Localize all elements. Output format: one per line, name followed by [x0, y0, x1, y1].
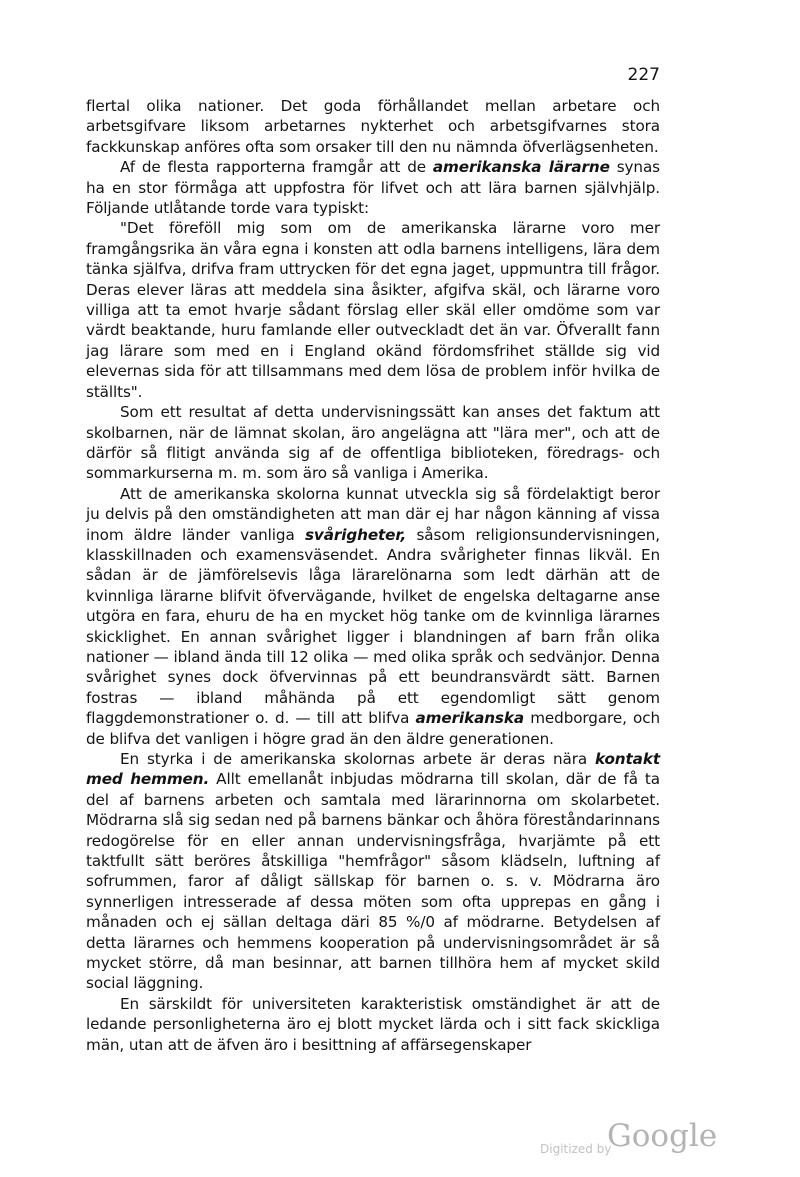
text-segment: Att de amerikanska skolorna kunnat utveckla sig så fördelaktigt beror ju delvis på den omständigheten att man där ej har någon känning af vissa inom äldre länder vanliga	[86, 484, 660, 544]
text-segment: Som ett resultat af detta undervisningssätt kan anses det faktum att skolbarnen, när de lämnat skolan, äro angelägna att "lära mer", och att de därför så flitigt använda sig af de offentliga biblioteken, föredrags- och sommarkurserna m. m. som äro så vanliga i Amerika.	[86, 403, 660, 483]
text-segment: såsom religionsundervisningen, klasskillnaden och examensväsendet. Andra svårigheter finnas likväl. En sådan är de jämförelsevis låga lärarelönarna som ledt därhän att de kvinnliga lärarne blifvit öfvervägande, hvilket de engelska deltagarne anse utgöra en fara, ehuru de ha en mycket hög tanke om de kvinnliga lärarnes skicklighet. En annan svårighet ligger i blandningen af barn från olika nationer — ibland ända till 12 olika — med olika språk och sedvänjor. Denna svårighet synes dock öfvervinnas på ett beundransvärdt sätt. Barnen fostras — ibland måhända på ett egendomligt sätt genom flaggdemonstrationer o. d. — till att blifva	[86, 525, 660, 728]
text-segment: medborgare, och de blifva det vanligen i högre grad än den äldre generationen.	[86, 709, 660, 748]
text-segment: En särskildt för universiteten karakteristisk omständighet är att de ledande personligheterna äro ej blott mycket lärda och i sitt fack skickliga män, utan att de äfven äro i besittning af affärsegenskaper	[86, 994, 660, 1054]
paragraph	[86, 749, 660, 994]
google-logo: Google	[607, 1118, 718, 1154]
text-segment: En styrka i de amerikanska skolornas arbete är deras nära	[120, 750, 596, 768]
text-segment: Af de flesta rapporterna framgår att de	[120, 158, 433, 177]
emphasized-text: amerikanska	[415, 709, 525, 728]
paragraph	[86, 218, 660, 402]
text-segment: flertal olika nationer. Det goda förhållandet mellan arbetare och arbetsgifvare liksom arbetarnes nykterhet och arbetsgifvarnes stora fackkunskap anföres ofta som orsaker till den nu nämnda öfverlägsenheten.	[86, 97, 660, 156]
emphasized-text: kontakt med hemmen.	[86, 750, 660, 789]
watermark-prefix: Digitized by	[540, 1142, 612, 1156]
emphasized-text: amerikanska lärarne	[432, 158, 610, 177]
emphasized-text: svårigheter,	[304, 525, 407, 544]
text-segment: synas ha en stor förmåga att uppfostra för lifvet och att lära barnen självhjälp. Följande utlåtande torde vara typiskt:	[86, 158, 660, 218]
paragraph	[86, 402, 660, 484]
document-page	[86, 60, 660, 1055]
page-number: 227	[627, 65, 660, 85]
text-segment: "Det föreföll mig som om de amerikanska lärarne voro mer framgångsrika än våra egna i konsten att odla barnens intelligens, lära dem tänka själfva, drifva fram uttrycken för det egna jaget, uppmuntra till frågor. Deras elever läras att meddela sina åsikter, afgifva skäl, och lärarne voro villiga att ta emot hvarje sådant förslag eller skäl eller omdöme som var värdt beaktande, huru famlande eller outveckladt det än var. Öfverallt fann jag lärare som med en i England okänd fördomsfrihet ställde sig vid elevernas sida för att tillsammans med dem lösa de problem inför hvilka de ställts".	[86, 219, 660, 401]
paragraph	[86, 96, 660, 157]
paragraph	[86, 994, 660, 1055]
text-segment: Allt emellanåt inbjudas mödrarna till skolan, där de få ta del af barnens arbeten och samtala med lärarinnorna om skolarbetet. Mödrarna slå sig sedan ned på barnens bänkar och åhöra föreståndarinnans redogörelse för en eller annan undervisningsfråga, hvarjämte på ett taktfullt sätt beröres åtskilliga "hemfrågor" såsom klädseln, luftning af sofrummen, faror af dåligt sällskap för barnen o. s. v. Mödrarna äro synnerligen intresserade af dessa möten som ofta upprepas en gång i månaden och ej sällan deltaga däri 85 %/0 af mödrarne. Betydelsen af detta lärarnes och hemmens kooperation på undervisningsområdet är så mycket större, då man besinnar, att barnen tillhöra hem af mycket skild social läggning.	[86, 770, 660, 993]
body-text	[86, 96, 660, 1055]
paragraph	[86, 484, 660, 749]
digitized-by-google-watermark	[540, 1118, 720, 1168]
paragraph	[86, 157, 660, 218]
